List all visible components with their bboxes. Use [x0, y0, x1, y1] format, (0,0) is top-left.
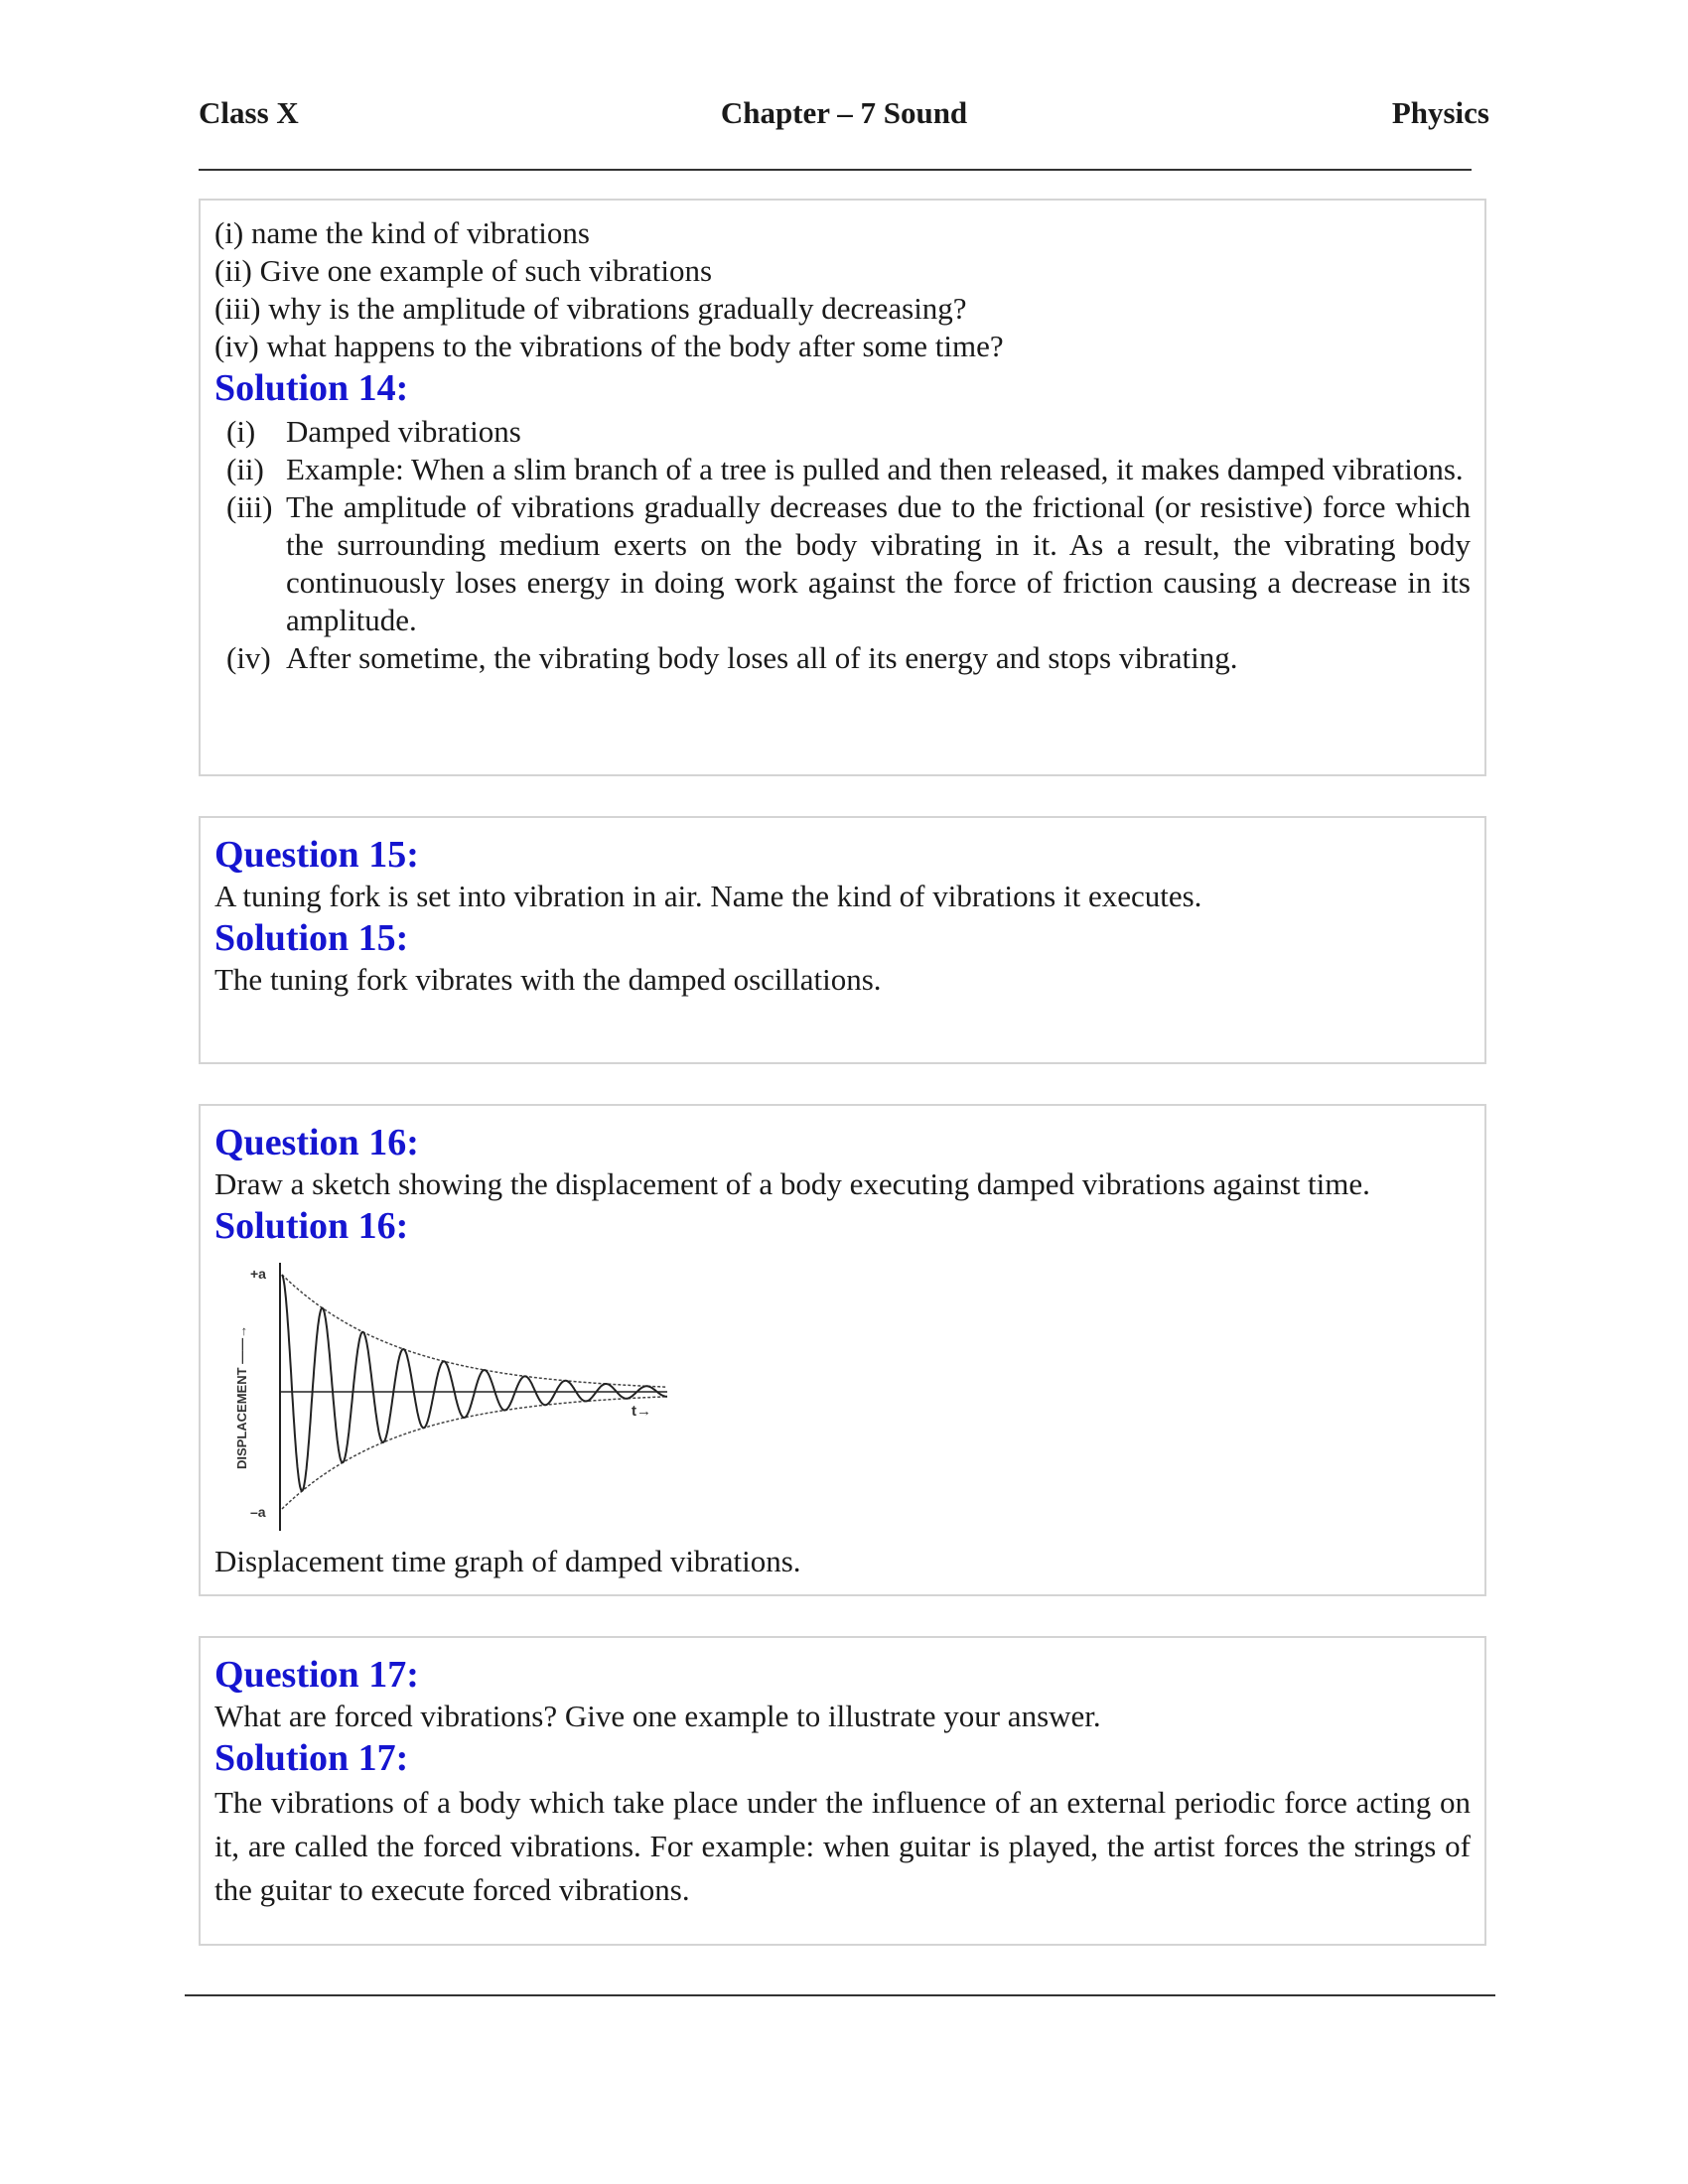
q14-part-iv: (iv) what happens to the vibrations of the body after some time? [214, 329, 1004, 363]
solution-16-title: Solution 16: [214, 1205, 409, 1247]
q14-part-iii: (iii) why is the amplitude of vibrations gradually decreasing? [214, 291, 967, 326]
header-subject: Physics [1391, 95, 1489, 130]
item-number: (ii) [226, 452, 264, 486]
solution-15-text: The tuning fork vibrates with the damped oscillations. [214, 962, 882, 997]
list-item [214, 639, 1471, 677]
question-17-box [199, 1636, 1486, 1946]
question-14-box [199, 199, 1486, 776]
solution-17-title: Solution 17: [214, 1737, 409, 1779]
graph-caption: Displacement time graph of damped vibrations. [214, 1544, 801, 1578]
solution-15-title: Solution 15: [214, 917, 409, 959]
question-17-text: What are forced vibrations? Give one example to illustrate your answer. [214, 1699, 1101, 1733]
item-text: After sometime, the vibrating body loses all of its energy and stops vibrating. [286, 640, 1238, 675]
graph-y-axis-label: DISPLACEMENT ——→ [234, 1324, 249, 1469]
header-chapter: Chapter – 7 Sound [720, 95, 968, 130]
q14-part-ii: (ii) Give one example of such vibrations [214, 253, 713, 288]
item-number: (iv) [226, 640, 271, 675]
question-16-text: Draw a sketch showing the displacement of a body executing damped vibrations against time. [214, 1166, 1370, 1201]
item-text: Example: When a slim branch of a tree is pulled and then released, it makes damped vibrations. [286, 452, 1464, 486]
solution-14-list [214, 413, 1471, 677]
damped-vibration-graph [214, 1255, 691, 1543]
item-number: (iii) [226, 489, 273, 524]
question-17-title: Question 17: [214, 1654, 419, 1696]
question-15-box [199, 816, 1486, 1064]
solution-14-title: Solution 14: [214, 367, 409, 409]
upper-envelope [282, 1275, 667, 1387]
question-15-title: Question 15: [214, 834, 419, 876]
header-class: Class X [199, 95, 299, 130]
list-item [214, 413, 1471, 451]
item-number: (i) [226, 414, 256, 449]
item-text: Damped vibrations [286, 414, 521, 449]
solution-17-text: The vibrations of a body which take place under the influence of an external periodic force acting on it, are called the forced vibrations. For example: when guitar is played, the artist forces the strings of the guitar to execute forced vibrations. [214, 1785, 1471, 1907]
footer-divider [185, 1994, 1495, 1996]
graph-label-plus-a: +a [250, 1266, 266, 1282]
page-header [199, 95, 1489, 143]
graph-x-axis-label: t→ [632, 1403, 651, 1420]
question-16-box [199, 1104, 1486, 1596]
question-16-title: Question 16: [214, 1122, 419, 1163]
q14-part-i: (i) name the kind of vibrations [214, 215, 590, 250]
header-divider [199, 169, 1472, 171]
damped-vibration-svg [214, 1255, 691, 1543]
item-text: The amplitude of vibrations gradually decreases due to the frictional (or resistive) force which the surrounding medium exerts on the body vibrating in it. As a result, the vibrating body continuously loses energy in doing work against the force of friction causing a decrease in its amplitude. [286, 489, 1471, 637]
graph-label-minus-a: –a [250, 1504, 266, 1520]
damped-wave-curve [282, 1275, 667, 1491]
question-15-text: A tuning fork is set into vibration in air. Name the kind of vibrations it executes. [214, 879, 1202, 913]
list-item [214, 451, 1471, 488]
list-item [214, 488, 1471, 639]
